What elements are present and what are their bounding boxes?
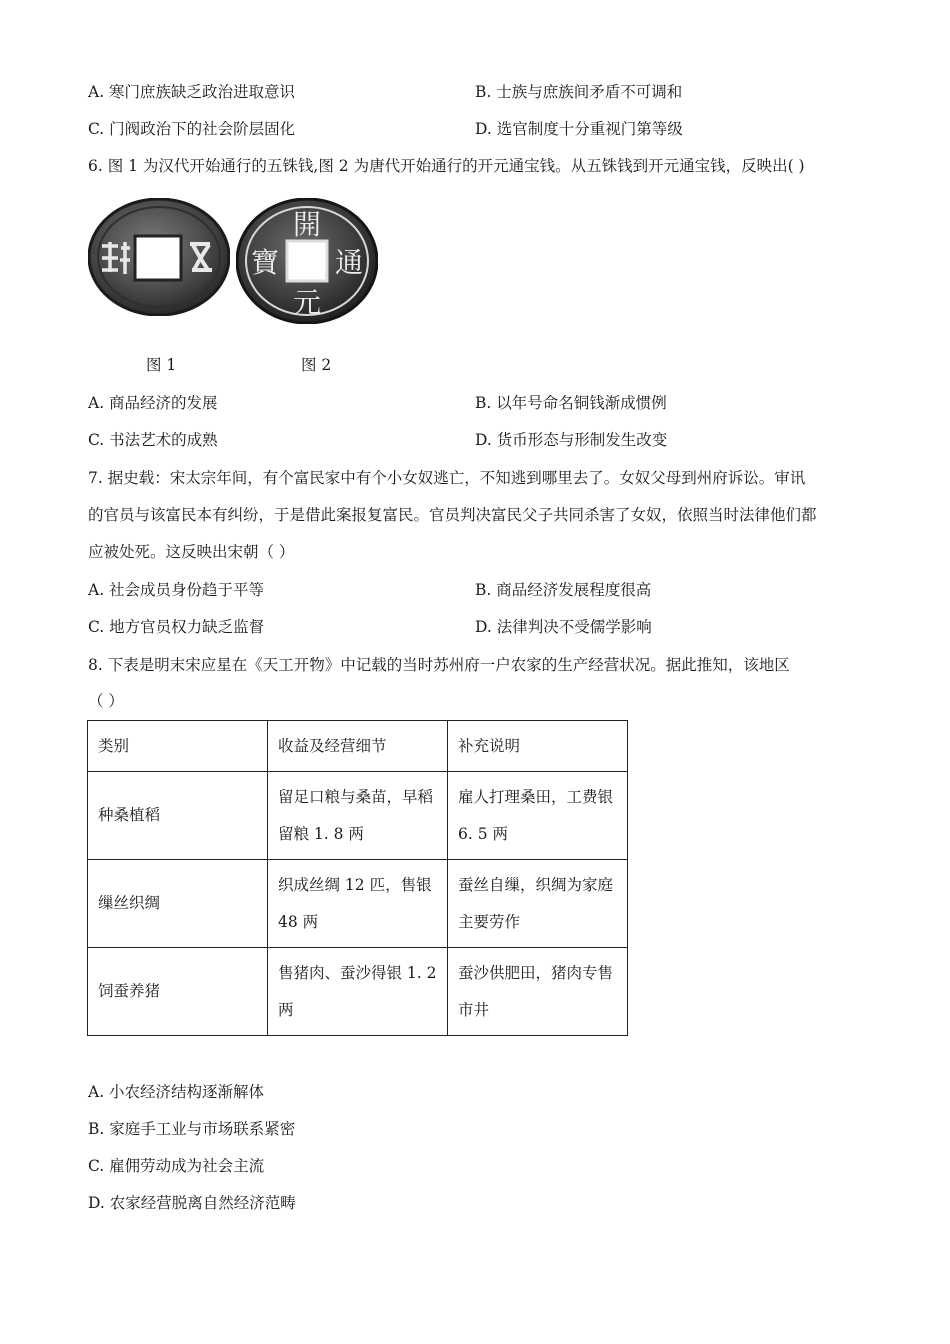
farm-production-table [87,720,628,1036]
table-header-row [88,721,628,772]
coin-char-bottom: 元 [292,286,322,319]
q6-stem: 6. 图 1 为汉代开始通行的五铢钱,图 2 为唐代开始通行的开元通宝钱。从五铢钱到开元通宝钱，反映出( ) [88,157,805,175]
q8-option-c: C. 雇佣劳动成为社会主流 [88,1157,265,1175]
q6-option-b: B. 以年号命名铜钱渐成惯例 [475,394,667,412]
coin-char-left: 寶 [250,246,280,279]
table-cell: 售猪肉、蚕沙得银 1. 2 两 [268,948,448,1036]
q7-stem-line-2: 的官员与该富民本有纠纷，于是借此案报复富民。官员判决富民父子共同杀害了女奴，依照当时法律他们都 [88,506,817,524]
q5-option-b: B. 士族与庶族间矛盾不可调和 [475,83,683,101]
table-cell: 蚕沙供肥田，猪肉专售市井 [448,948,628,1036]
q6-option-c: C. 书法艺术的成熟 [88,431,218,449]
table-header-cell: 补充说明 [448,721,628,772]
q7-option-a: A. 社会成员身份趋于平等 [88,581,265,599]
q6-option-a: A. 商品经济的发展 [88,394,218,412]
kaiyuan-tongbao-coin-image [236,198,378,328]
wuzhu-coin-image [88,198,230,320]
q7-stem-line-1: 7. 据史载：宋太宗年间，有个富民家中有个小女奴逃亡，不知逃到哪里去了。女奴父母到州府诉讼。审讯 [88,469,806,487]
coin-char-top: 開 [292,208,322,241]
q7-option-c: C. 地方官员权力缺乏监督 [88,618,265,636]
q5-option-a: A. 寒门庶族缺乏政治进取意识 [88,83,296,101]
figure-2-caption: 图 2 [301,356,332,374]
table-row [88,772,628,860]
table-cell: 织成丝绸 12 匹，售银 48 两 [268,860,448,948]
table-cell: 雇人打理桑田，工费银 6. 5 两 [448,772,628,860]
q8-option-d: D. 农家经营脱离自然经济范畴 [88,1194,296,1212]
table-cell: 留足口粮与桑苗，早稻留粮 1. 8 两 [268,772,448,860]
table-row [88,860,628,948]
q8-option-b: B. 家庭手工业与市场联系紧密 [88,1120,296,1138]
table-header-cell: 类别 [88,721,268,772]
table-cell: 种桑植稻 [88,772,268,860]
q7-stem-line-3: 应被处死。这反映出宋朝（ ） [88,543,295,561]
figure-1-caption: 图 1 [146,356,177,374]
q7-option-d: D. 法律判决不受儒学影响 [475,618,652,636]
q5-option-d: D. 选官制度十分重视门第等级 [475,120,683,138]
table-cell: 缫丝织绸 [88,860,268,948]
q7-option-b: B. 商品经济发展程度很高 [475,581,652,599]
q6-option-d: D. 货币形态与形制发生改变 [475,431,668,449]
q8-stem-line-1: 8. 下表是明末宋应星在《天工开物》中记载的当时苏州府一户农家的生产经营状况。据此推知，该地区 [88,656,790,674]
q8-stem-line-2: （ ） [88,692,124,710]
coin-char-right: 通 [334,246,364,279]
table-row [88,948,628,1036]
q8-option-a: A. 小农经济结构逐渐解体 [88,1083,265,1101]
q5-option-c: C. 门阀政治下的社会阶层固化 [88,120,296,138]
table-cell: 饲蚕养猪 [88,948,268,1036]
table-cell: 蚕丝自缫，织绸为家庭主要劳作 [448,860,628,948]
table-header-cell: 收益及经营细节 [268,721,448,772]
